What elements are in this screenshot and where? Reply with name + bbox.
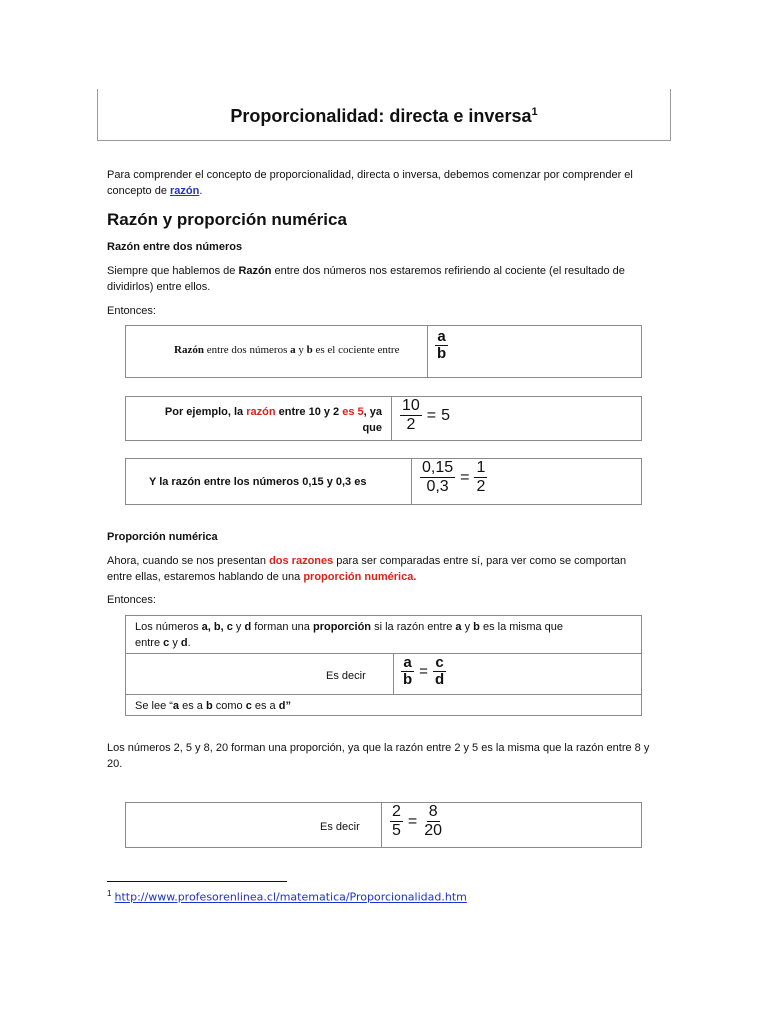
proportion-equation: $\frac{a}{b}$ = $\frac{c}{d}$ [403, 654, 445, 688]
section-heading: Razón y proporción numérica [107, 210, 347, 229]
entonces-label: Entonces: [107, 305, 156, 317]
page-title: Proporcionalidad: directa e inversa$^1$ [230, 106, 538, 126]
subheading-razon: Razón entre dos números [107, 241, 243, 253]
cell-divider [427, 326, 428, 377]
decimal-ratio-text: Y la razón entre los números 0,15 y 0,3 es [149, 476, 367, 488]
example-paragraph: Los números 2, 5 y 8, 20 forman una proporción, ya que la razón entre 2 y 5 es la misma que la razón entre 8 y 20. [107, 742, 650, 770]
cell-divider [391, 397, 392, 440]
es-decir-label: Es decir [326, 670, 366, 682]
example-proportion-box [125, 802, 642, 848]
row-divider [126, 694, 641, 695]
cell-divider [411, 459, 412, 504]
decimal-equation: $\frac{0,15}{0,3}$ = $\frac{1}{2}$ [422, 459, 486, 495]
es-decir-label-2: Es decir [320, 821, 360, 833]
proporcion-definition-table [125, 615, 642, 716]
intro-paragraph: Para comprender el concepto de proporcionalidad, directa o inversa, debemos comenzar por comprender el concepto de razón. [107, 169, 633, 197]
example-text: Por ejemplo, la razón entre 10 y 2 es 5, ya que [164, 406, 382, 434]
fraction-a-b: $\frac{a}{b}$ [437, 328, 447, 362]
title-box [97, 89, 671, 141]
cell-divider [381, 803, 382, 847]
example-equation: $\frac{10}{2}$ = 5 [402, 397, 451, 433]
footnote-link[interactable]: http://www.profesorenlinea.cl/matematica/Proporcionalidad.htm [114, 890, 467, 904]
entonces-label-2: Entonces: [107, 594, 156, 606]
proporcion-paragraph: Ahora, cuando se nos presentan dos razones para ser comparadas entre sí, para ver como se comportan entre ellas, estaremos hablando de una proporción numérica. [107, 555, 627, 583]
decimal-ratio-box [125, 458, 642, 505]
footnote: $^1$ http://www.profesorenlinea.cl/matematica/Proporcionalidad.htm [107, 889, 467, 904]
razon-link[interactable]: razón [170, 185, 200, 197]
example-box [125, 396, 642, 441]
se-lee-text: Se lee “a es a b como c es a d” [135, 700, 291, 712]
example-proportion-equation: $\frac{2}{5}$ = $\frac{8}{20}$ [392, 803, 443, 839]
footnote-ref[interactable]: 1 [531, 106, 538, 118]
razon-definition-text: Razón entre dos números a y b es el cociente entre [174, 344, 400, 356]
razon-paragraph: Siempre que hablemos de Razón entre dos números nos estaremos refiriendo al cociente (el resultado de dividirlos) entre ellos. [107, 265, 625, 293]
subheading-proporcion: Proporción numérica [107, 531, 218, 543]
cell-divider [393, 653, 394, 694]
razon-definition-box [125, 325, 642, 378]
proporcion-definition-text: Los números a, b, c y d forman una proporción si la razón entre a y b es la misma que entre c y d. [135, 621, 564, 649]
footnote-separator [107, 881, 287, 882]
row-divider [126, 653, 641, 654]
